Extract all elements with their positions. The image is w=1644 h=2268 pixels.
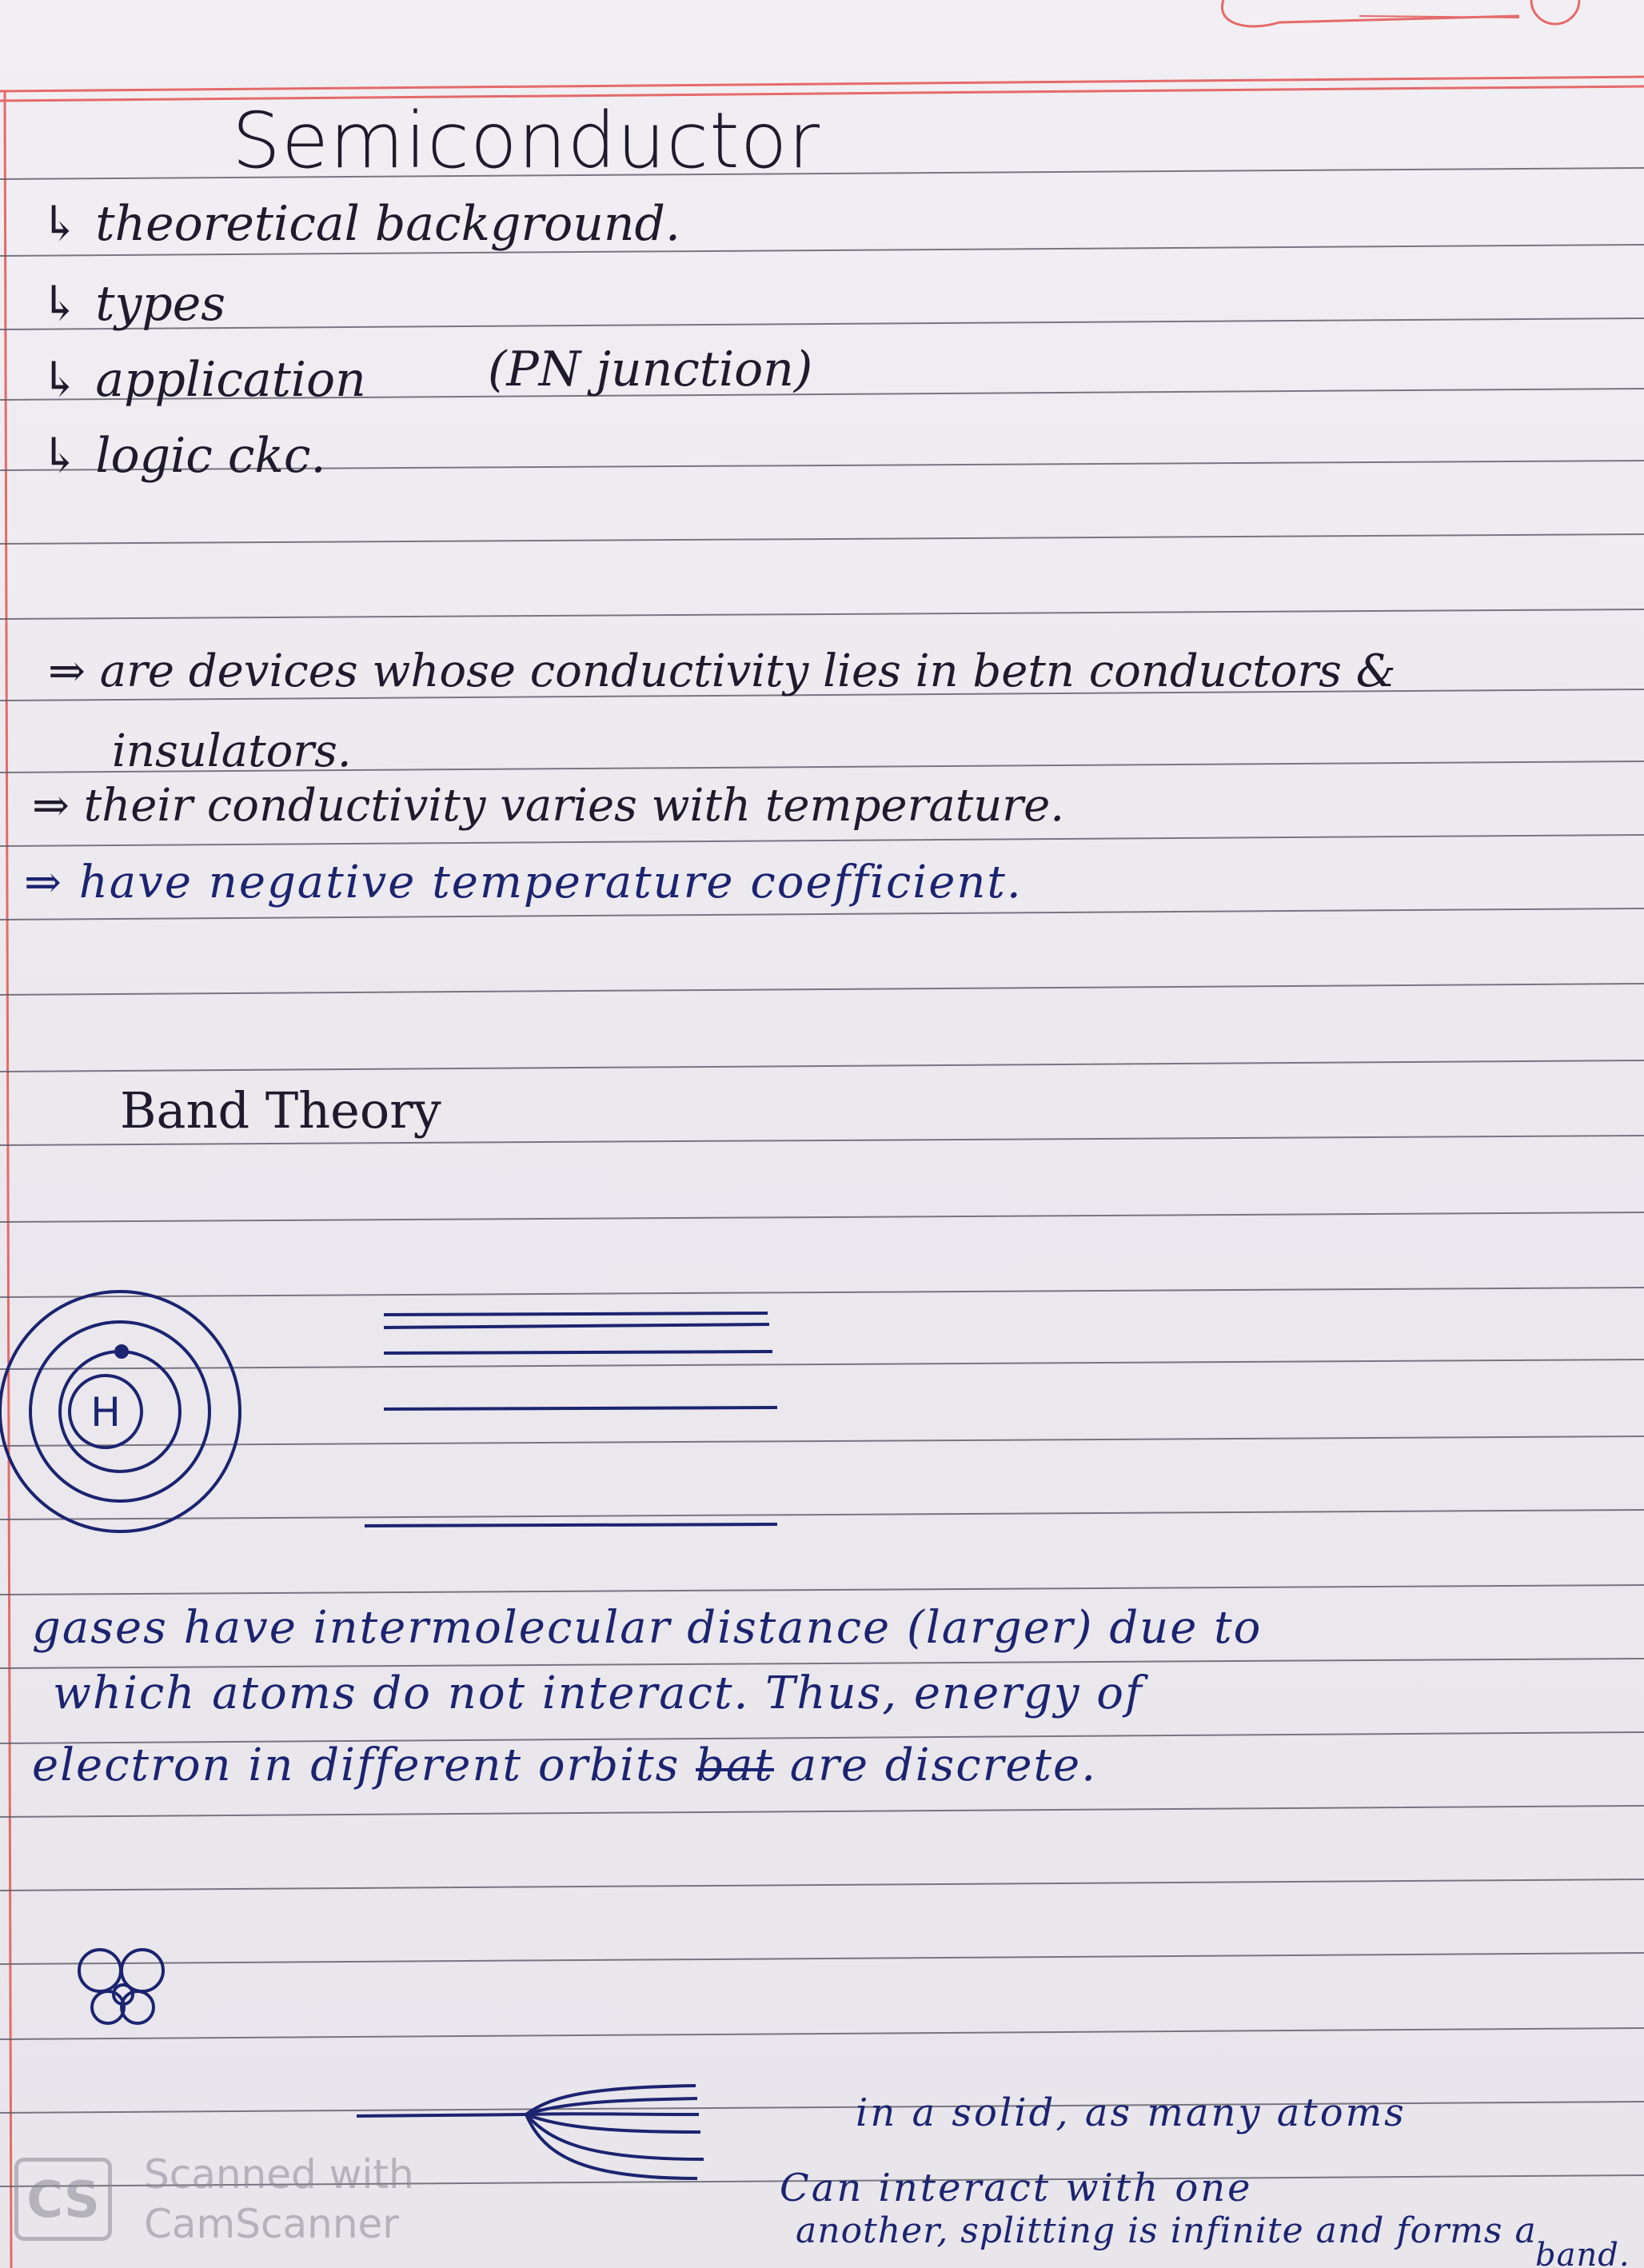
page-title: Semiconductor [232,96,820,186]
solid-text-line: another, splitting is infinite and forms a [796,2210,1537,2251]
watermark-text [144,2150,414,2249]
watermark-line: CamScanner [144,2201,399,2247]
struck-word: bat [696,1739,774,1791]
atoms-cluster-icon [72,1943,184,2031]
solid-text-line: in a solid, as many atoms [856,2090,1407,2135]
note-line: insulators. [112,725,352,777]
gas-text-main: electron in different orbits [32,1739,680,1791]
topic-item: ↳ logic ckc. [40,428,326,484]
scanner-watermark [14,2150,414,2249]
note-line: ⇒ have negative temperature coefficient. [24,856,1023,908]
watermark-line: Scanned with [144,2151,414,2198]
note-line: ⇒ are devices whose conductivity lies in betn conductors & [48,645,1396,697]
camscanner-logo: CS [14,2158,112,2241]
gas-text-line: which atoms do not interact. Thus, energy of [53,1667,1143,1719]
energy-levels-diagram [360,1296,792,1535]
solid-text-line: band. [1535,2237,1630,2268]
topic-item: ↳ application [40,352,366,408]
atom-label: H [90,1389,121,1435]
solid-text-line: Can interact with one [780,2166,1253,2210]
topic-item: ↳ theoretical background. [40,196,680,252]
section-heading: Band Theory [120,1081,441,1140]
note-line: ⇒ their conductivity varies with temperature. [32,780,1065,832]
topic-note: (PN junction) [488,341,813,397]
topic-item: ↳ types [40,276,226,332]
gas-text-tail: are discrete. [789,1739,1097,1791]
electron-dot [114,1344,129,1359]
gas-text-line: gases have intermolecular distance (larger) due to [32,1602,1263,1654]
gas-text-line [32,1739,1097,1791]
atom-diagram [0,1280,256,1551]
